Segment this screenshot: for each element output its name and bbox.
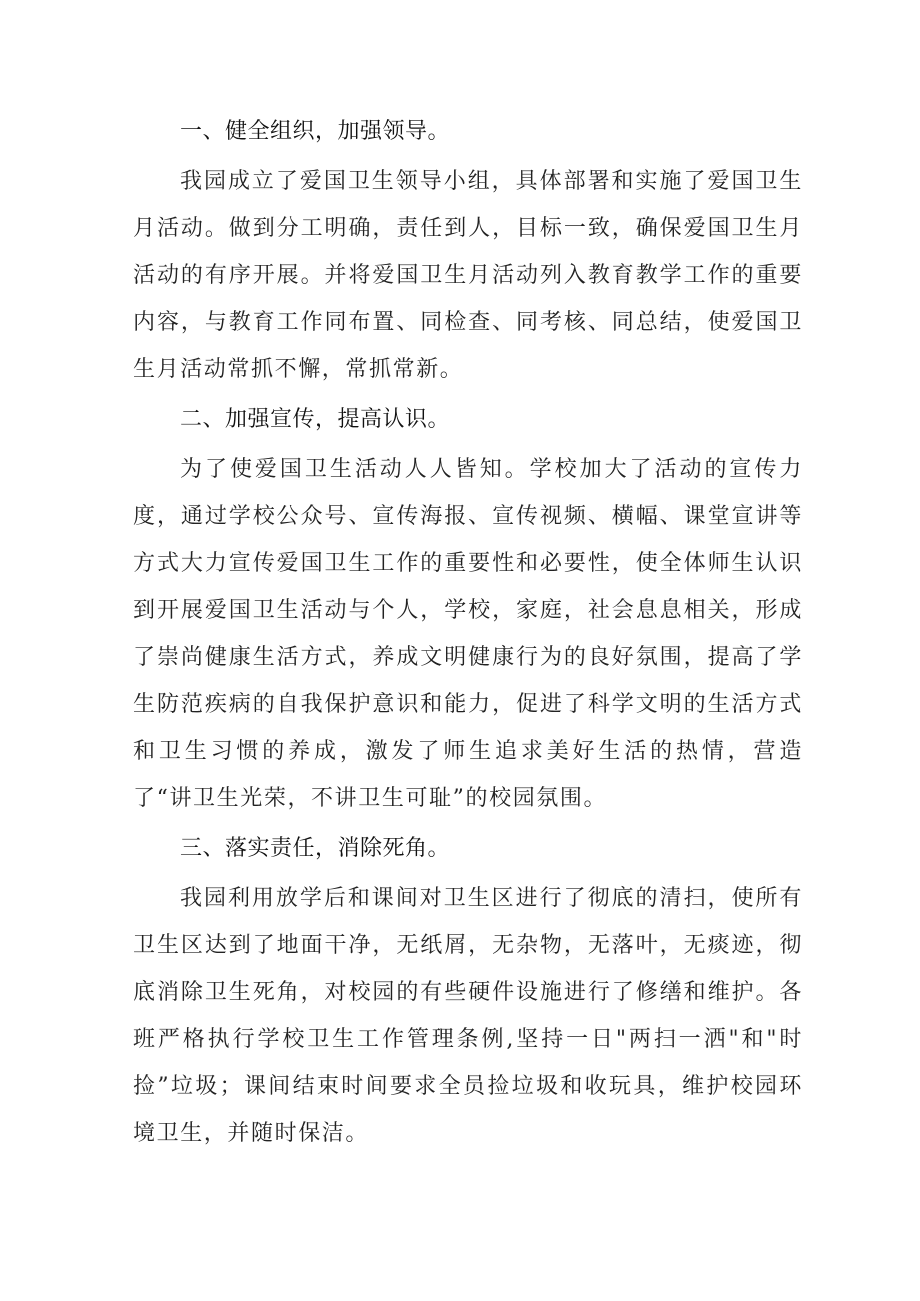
section-paragraph-3: 我园利用放学后和课间对卫生区进行了彻底的清扫，使所有卫生区达到了地面干净，无纸屑，无杂物，无落叶，无痰迹，彻底消除卫生死角，对校园的有些硬件设施进行了修缮和维护。各班严格执行学校卫生工作管理条例,坚持一日"两扫一洒"和"时捡”垃圾；课间结束时间要求全员捡垃圾和收玩具，维护校园环境卫生，并随时保洁。	[133, 886, 803, 1146]
section-paragraph-1: 我园成立了爱国卫生领导小组，具体部署和实施了爱国卫生月活动。做到分工明确，责任到人，目标一致，确保爱国卫生月活动的有序开展。并将爱国卫生月活动列入教育教学工作的重要内容，与教育工作同布置、同检查、同考核、同总结，使爱国卫生月活动常抓不懈，常抓常新。	[133, 169, 803, 382]
section-paragraph-2: 为了使爱国卫生活动人人皆知。学校加大了活动的宣传力度，通过学校公众号、宣传海报、宣传视频、横幅、课堂宣讲等方式大力宣传爱国卫生工作的重要性和必要性，使全体师生认识到开展爱国卫生活动与个人，学校，家庭，社会息息相关，形成了崇尚健康生活方式，养成文明健康行为的良好氛围，提高了学生防范疾病的自我保护意识和能力，促进了科学文明的生活方式和卫生习惯的养成，激发了师生追求美好生活的热情，营造了“讲卫生光荣，不讲卫生可耻”的校园氛围。	[133, 457, 803, 811]
section-heading-3: 三、落实责任，消除死角。	[180, 836, 451, 861]
section-heading-2: 二、加强宣传，提高认识。	[180, 407, 451, 432]
document-body	[133, 108, 803, 1157]
section-heading-1: 一、健全组织，加强领导。	[180, 119, 451, 144]
